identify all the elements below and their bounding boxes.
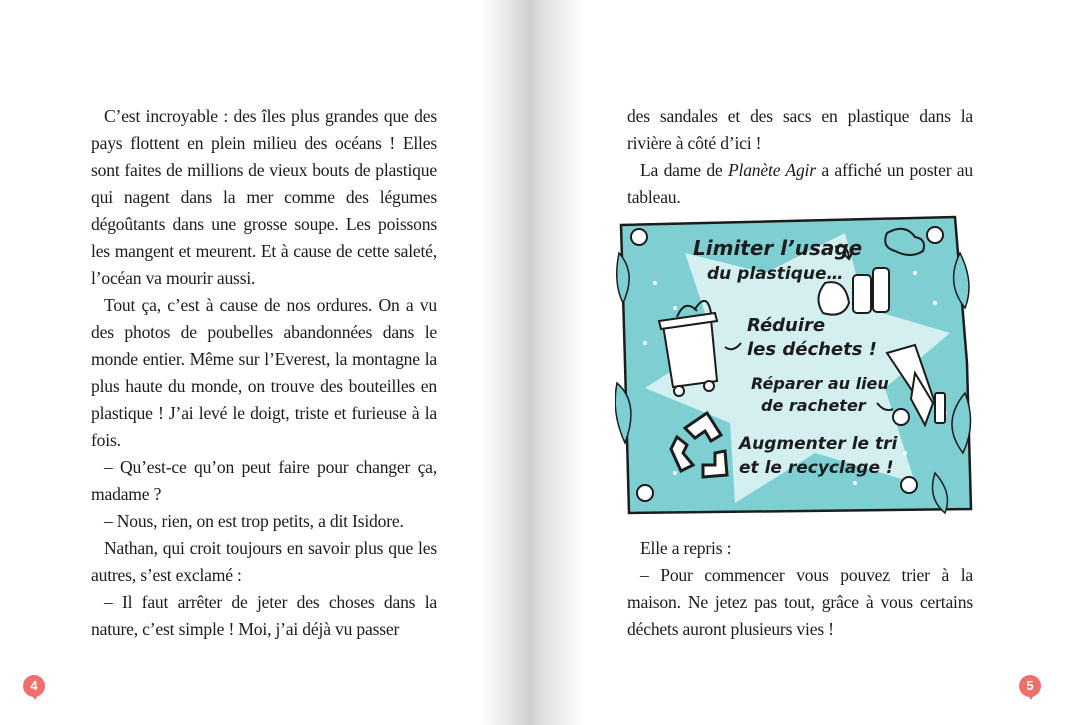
poster-illustration xyxy=(615,213,975,518)
poster-line-4b: et le recyclage ! xyxy=(739,458,894,478)
paragraph xyxy=(627,157,973,211)
poster-line-3b: de racheter xyxy=(761,396,866,415)
pin-top-left xyxy=(631,229,647,245)
paragraph: – Il faut arrêter de jeter des choses dans la nature, c’est simple ! Moi, j’ai déjà vu passer xyxy=(91,592,437,639)
paragraph: des sandales et des sacs en plastique dans la rivière à côté d’ici ! xyxy=(627,106,973,153)
page-number-left: 4 xyxy=(23,675,45,697)
pin-top-right xyxy=(927,227,943,243)
poster-line-1b: du plastique… xyxy=(707,264,844,284)
paragraph: Tout ça, c’est à cause de nos ordures. On a vu des photos de poubelles abandonnées dans le monde entier. Même sur l’Everest, la montagne la plus haute du monde, on trouve des bouteilles en plastique ! J’ai levé le doigt, triste et furieuse à la fois. xyxy=(91,295,437,450)
poster-line-3a: Réparer au lieu xyxy=(751,374,889,393)
paragraph: – Nous, rien, on est trop petits, a dit Isidore. xyxy=(104,511,404,531)
pin-bottom-right xyxy=(901,477,917,493)
poster-line-2a: Réduire xyxy=(747,315,826,336)
paragraph: C’est incroyable : des îles plus grandes que des pays flottent en plein milieu des océans ! Elles sont faites de millions de vieux bouts de plastique qui nagent dans la mer comme des légumes dégoûtants dans une grosse soupe. Les poissons les mangent et meurent. Et à cause de cette saleté, l’océan va mourir aussi. xyxy=(91,106,437,288)
paragraph: Nathan, qui croit toujours en savoir plus que les autres, s’est exclamé : xyxy=(91,538,437,585)
text-span: La dame de xyxy=(640,160,728,180)
poster-line-1a: Limiter l’usage xyxy=(693,236,863,260)
paragraph: – Qu’est-ce qu’on peut faire pour changer ça, madame ? xyxy=(91,457,437,504)
pin-bottom-left xyxy=(637,485,653,501)
right-page-text-bottom xyxy=(627,535,973,643)
right-page-text xyxy=(627,103,973,211)
poster-line-2b: les déchets ! xyxy=(747,339,877,360)
planete-agir-title: Planète Agir xyxy=(727,160,816,180)
text-span: a affiché un poster au tableau. xyxy=(627,160,973,207)
book-gutter xyxy=(480,0,584,725)
paragraph: – Pour commencer vous pouvez trier à la maison. Ne jetez pas tout, grâce à vous certains déchets auront plusieurs vies ! xyxy=(627,565,973,639)
page-number-right: 5 xyxy=(1019,675,1041,697)
poster-line-4a: Augmenter le tri xyxy=(739,434,898,454)
paragraph: Elle a repris : xyxy=(640,538,732,558)
left-page-text xyxy=(91,103,437,643)
